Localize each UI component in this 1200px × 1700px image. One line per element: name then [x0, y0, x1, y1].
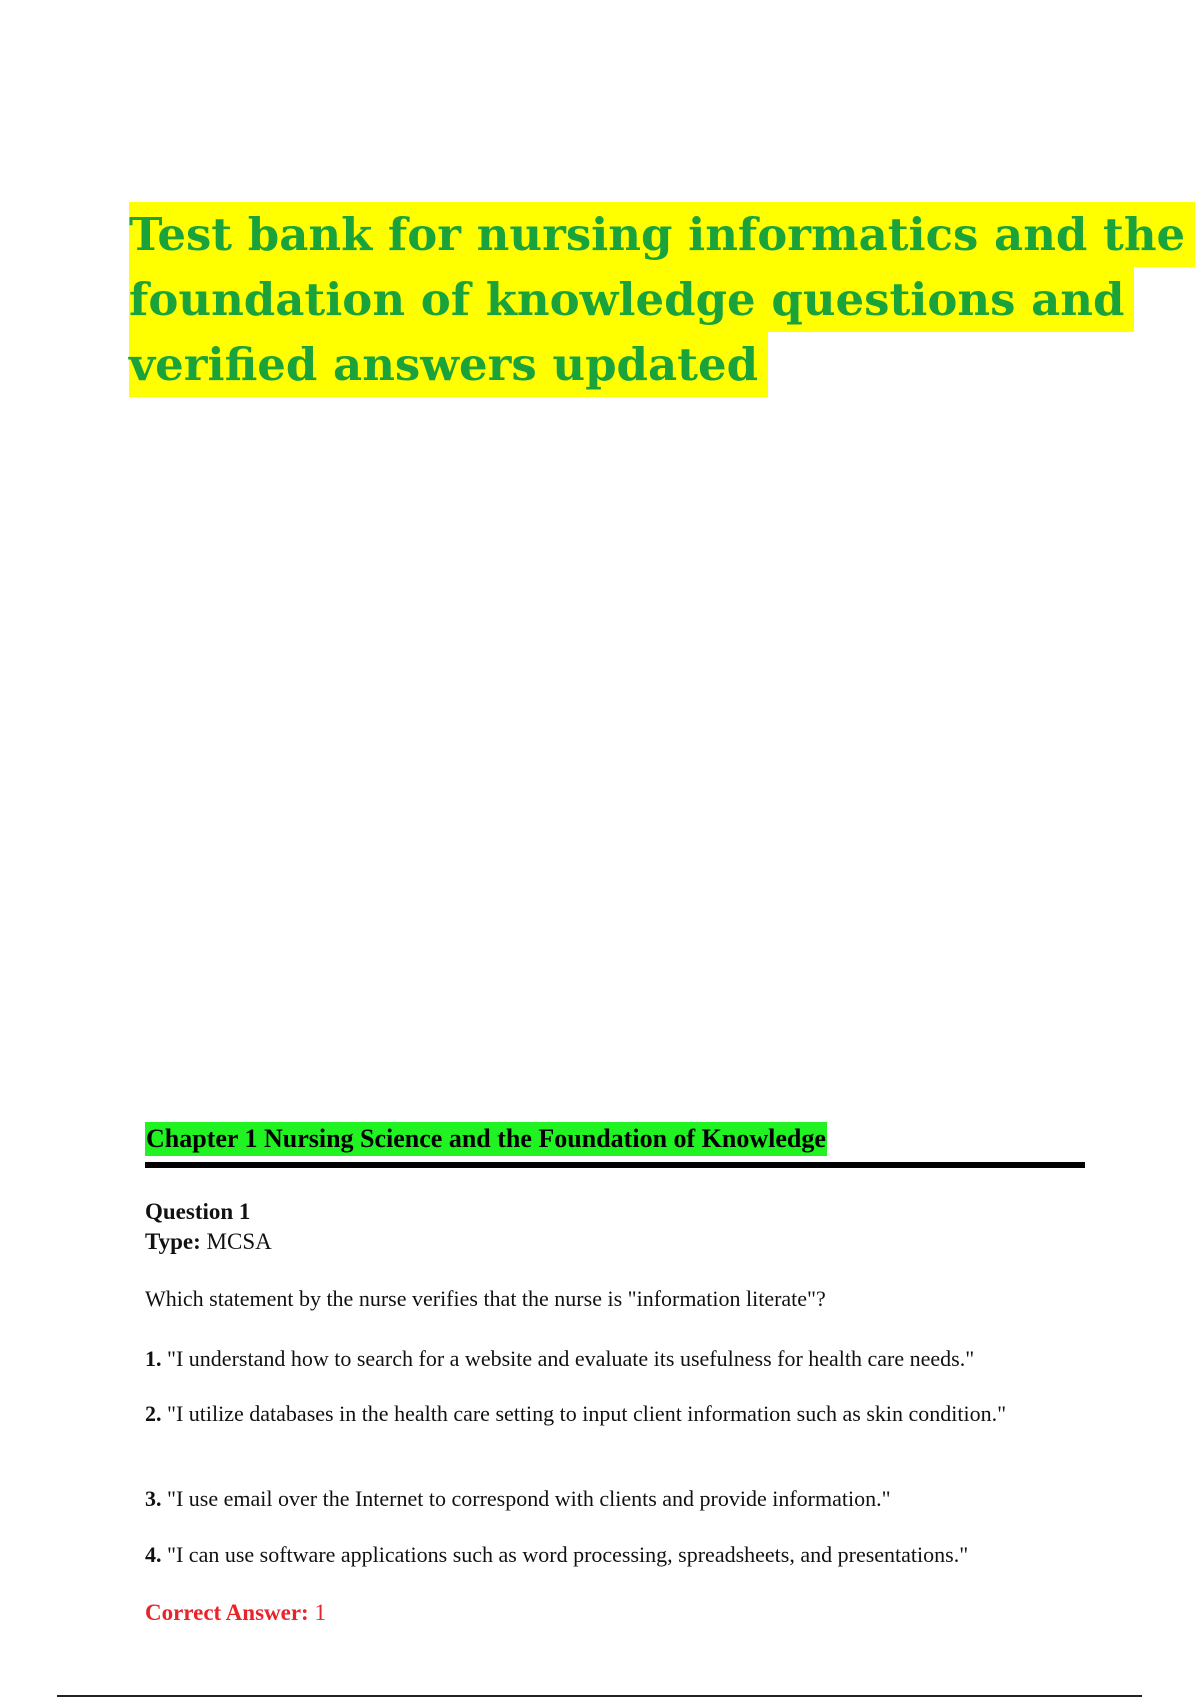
document-title [129, 202, 1186, 397]
title-line: foundation of knowledge questions and [129, 267, 1134, 332]
chapter-heading: Chapter 1 Nursing Science and the Foundation of Knowledge [145, 1122, 827, 1156]
chapter-divider [145, 1162, 1085, 1168]
answer-option [145, 1400, 1075, 1428]
option-text: "I understand how to search for a website and evaluate its usefulness for health care needs." [161, 1346, 975, 1371]
title-line: Test bank for nursing informatics and the [129, 202, 1195, 267]
question-type-value: MCSA [200, 1229, 272, 1254]
question-type [145, 1227, 272, 1257]
question-number: Question 1 [145, 1199, 251, 1224]
option-number: 2. [145, 1401, 162, 1426]
option-text: "I can use software applications such as word processing, spreadsheets, and presentations." [161, 1542, 969, 1567]
option-text: "I utilize databases in the health care setting to input client information such as skin condition." [161, 1401, 1007, 1426]
correct-answer-label: Correct Answer: [145, 1600, 309, 1625]
answer-option [145, 1541, 1075, 1569]
answer-option [145, 1345, 1075, 1373]
option-number: 4. [145, 1542, 162, 1567]
option-number: 3. [145, 1486, 162, 1511]
question-header [145, 1197, 272, 1257]
option-number: 1. [145, 1346, 162, 1371]
question-type-label: Type: [145, 1229, 201, 1254]
question-stem: Which statement by the nurse verifies that the nurse is "information literate"? [145, 1286, 826, 1311]
correct-answer [145, 1598, 326, 1628]
answer-option [145, 1485, 1075, 1513]
option-text: "I use email over the Internet to correspond with clients and provide information." [161, 1486, 891, 1511]
title-line: verified answers updated [129, 332, 768, 397]
correct-answer-value: 1 [308, 1600, 326, 1625]
page-bottom-rule [57, 1695, 1142, 1697]
